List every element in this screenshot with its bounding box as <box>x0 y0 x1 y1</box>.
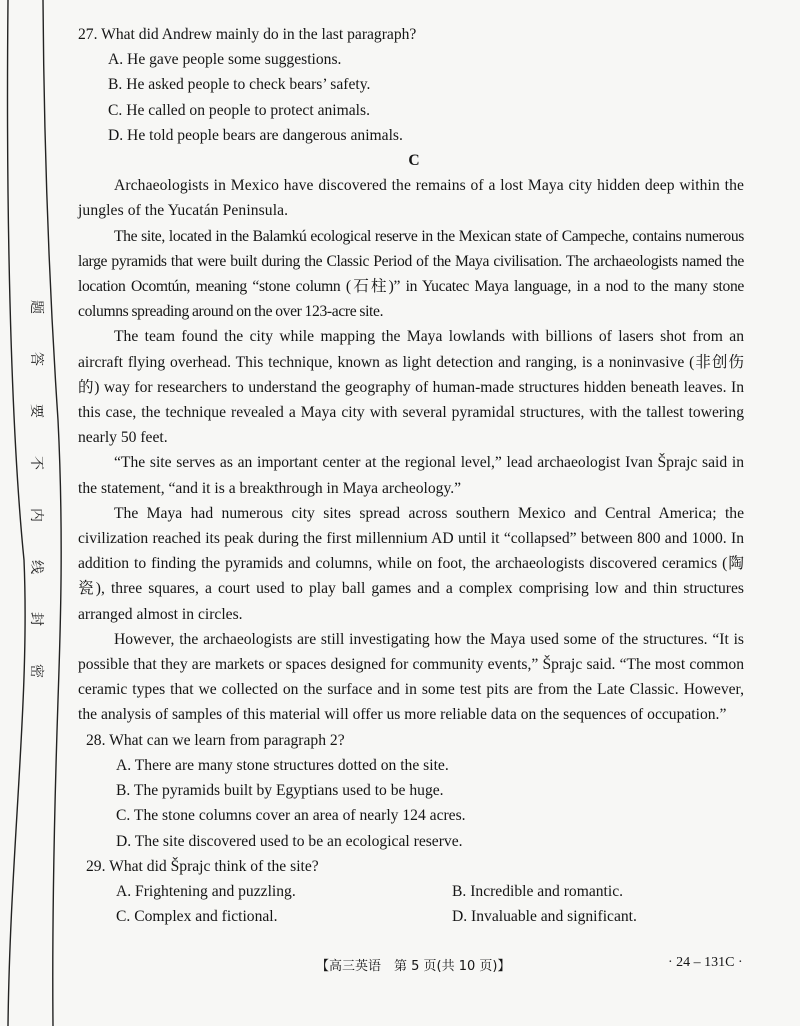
question-27 <box>78 22 744 148</box>
question-text: 29. What did Šprajc think of the site? <box>86 857 319 875</box>
binding-notice <box>26 300 46 716</box>
option-a: A. There are many stone structures dotted on the site. <box>116 756 449 774</box>
exam-code: · 24 – 131C · <box>668 955 743 970</box>
options-grid <box>116 879 744 929</box>
option-d: D. Invaluable and significant. <box>452 908 637 926</box>
paragraph-5: The Maya had numerous city sites spread across southern Mexico and Central America; the civilization reached its peak during the first millennium AD until it “collapsed” between 800 and 1000. In addition to finding the pyramids and columns, while on foot, the archaeologists discovered ceramics (陶瓷), three squares, a court used to play ball games and a complex comprising low and thin structures arranged almost in circles. <box>78 504 744 623</box>
option-b: B. The pyramids built by Egyptians used to be huge. <box>116 782 444 800</box>
question-text: 28. What can we learn from paragraph 2? <box>86 731 345 749</box>
question-28 <box>86 728 744 854</box>
option-b: B. He asked people to check bears’ safety. <box>108 76 371 94</box>
option-c: C. Complex and fictional. <box>116 908 278 926</box>
option-b: B. Incredible and romantic. <box>452 882 624 900</box>
question-text: 27. What did Andrew mainly do in the last paragraph? <box>78 26 417 43</box>
paragraph-4: “The site serves as an important center at the regional level,” lead archaeologist Ivan Šprajc said in the statement, “and it is a breakthrough in Maya archeology.” <box>78 454 744 497</box>
option-d: D. He told people bears are dangerous animals. <box>108 126 403 144</box>
binding-char: 要 <box>28 404 44 418</box>
binding-char: 密 <box>28 664 44 678</box>
option-c: C. The stone columns cover an area of nearly 124 acres. <box>116 807 466 825</box>
section-heading: C <box>408 152 420 170</box>
page-footer <box>0 955 800 985</box>
page-label: 【高三英语 第 5 页(共 10 页)】 <box>316 959 511 974</box>
question-29 <box>78 854 744 930</box>
passage-c <box>78 148 744 728</box>
paragraph-6: However, the archaeologists are still investigating how the Maya used some of the structures. “It is possible that they are markets or spaces designed for community events,” Šprajc said. “The most common ceramic types that we collected on the surface and in some test pits are from the Late Classic. However, the analysis of samples of this material will offer us more reliable data on the sequences of occupation.” <box>78 630 744 724</box>
option-d: D. The site discovered used to be an ecological reserve. <box>116 832 463 850</box>
binding-char: 不 <box>28 456 44 470</box>
option-a: A. He gave people some suggestions. <box>108 51 342 69</box>
binding-char: 答 <box>28 352 44 366</box>
paragraph-2: The site, located in the Balamkú ecological reserve in the Mexican state of Campeche, contains numerous large pyramids that were built during the Classic Period of the Maya civilisation. The archaeologists named the location Ocomtún, meaning “stone column (石柱)” in Yucatec Maya language, in a nod to the many stone columns spreading around on the over 123-acre site. <box>78 227 744 321</box>
binding-char: 线 <box>28 560 44 574</box>
exam-page <box>78 22 744 929</box>
binding-char: 题 <box>28 300 44 314</box>
option-a: A. Frightening and puzzling. <box>116 882 296 900</box>
option-c: C. He called on people to protect animals. <box>108 101 370 119</box>
binding-margin <box>0 0 62 1026</box>
paragraph-3: The team found the city while mapping the Maya lowlands with billions of lasers shot from an aircraft flying overhead. This technique, known as light detection and ranging, is a noninvasive (非创伤的) way for researchers to understand the geography of human-made structures hidden beneath leaves. In this case, the technique revealed a Maya city with several pyramidal structures, with the tallest towering nearly 50 feet. <box>78 328 744 447</box>
binding-char: 封 <box>28 612 44 626</box>
paragraph-1: Archaeologists in Mexico have discovered the remains of a lost Maya city hidden deep within the jungles of the Yucatán Peninsula. <box>78 177 744 220</box>
binding-char: 内 <box>28 508 44 522</box>
